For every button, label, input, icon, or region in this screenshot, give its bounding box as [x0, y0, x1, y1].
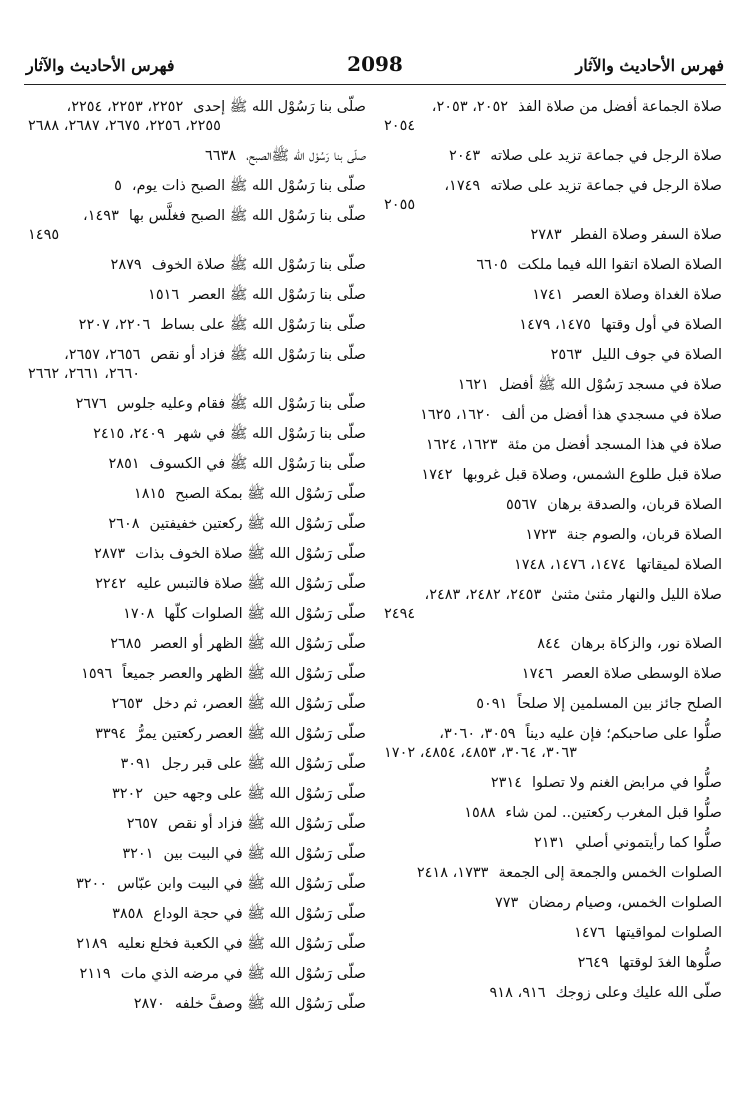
hadith-number: ٢٠٥٢، ٢٠٥٣،: [431, 99, 509, 115]
hadith-text: الصلاة لميقاتها: [636, 557, 722, 573]
hadith-text: صلاة الغداة وصلاة العصر: [573, 287, 722, 303]
hadith-number: ١٧٤٢: [421, 467, 453, 483]
index-entry: [384, 346, 722, 365]
hadith-number: ١٧٤٦: [521, 666, 553, 682]
index-entry: [384, 286, 722, 305]
hadith-number: ١٥٨٨: [464, 805, 496, 821]
hadith-number-continued: ٢٤٩٤: [384, 606, 416, 622]
hadith-number: ٣٢٠٢: [111, 786, 144, 802]
index-entry: [28, 455, 366, 474]
hadith-number: ١٤٧٤، ١٤٧٦، ١٧٤٨: [513, 557, 627, 573]
index-entry: [384, 864, 722, 883]
hadith-number: ٦٦٣٨: [204, 148, 237, 164]
hadith-text: صلّى بنا رَسُوْل الله ﷺ إحدى: [193, 99, 366, 115]
index-entry: [28, 256, 366, 275]
hadith-number: ١٧٢٣: [525, 527, 557, 543]
hadith-number: ٢٦٧٦: [75, 396, 107, 412]
index-entry: [28, 395, 366, 414]
index-entry: [28, 425, 366, 444]
hadith-number: ٢١١٩: [79, 966, 111, 982]
hadith-text: صلّى رَسُوْل الله ﷺ على وجهه حين: [153, 786, 366, 802]
index-entry: [384, 316, 722, 335]
hadith-text: الصلاة الصلاة اتقوا الله فيما ملكت: [517, 257, 722, 273]
hadith-text: الصلوات الخمس والجمعة إلى الجمعة: [498, 865, 722, 881]
index-entry: [28, 147, 366, 166]
hadith-number: ١٦٢١: [457, 377, 489, 393]
hadith-number: ١٧٤١: [532, 287, 564, 303]
index-entry: [384, 954, 722, 973]
index-column-left: [28, 98, 366, 1025]
hadith-text: صلاة قبل طلوع الشمس، وصلاة قبل غروبها: [462, 467, 722, 483]
hadith-number-continued: ٢٠٥٥: [384, 197, 416, 213]
hadith-text: صلاة في مسجد رَسُوْل الله ﷺ أفضل: [498, 377, 722, 393]
index-entry: [28, 177, 366, 196]
index-entry: [384, 924, 722, 943]
hadith-text: صلّى رَسُوْل الله ﷺ في حجة الوداع: [153, 906, 366, 922]
hadith-text: صلّى رَسُوْل الله ﷺ العصر، ثم دخل: [152, 696, 366, 712]
hadith-number: ٢٢٥٢، ٢٢٥٣، ٢٢٥٤،: [66, 99, 184, 115]
hadith-text: صلُّوا في مرابض الغنم ولا تصلوا: [532, 775, 722, 791]
hadith-number-continued: ٢٦٦٠، ٢٦٦١، ٢٦٦٢: [28, 366, 141, 382]
index-entry: [384, 177, 722, 215]
hadith-text: الصلوات الخمس، وصيام رمضان: [528, 895, 722, 911]
index-entry: [384, 98, 722, 136]
hadith-text: صلُّوا على صاحبكم؛ فإن عليه ديناً: [525, 726, 722, 742]
hadith-number: ٧٧٣: [494, 895, 519, 911]
running-title-right: فهرس الأحاديث والآثار: [575, 56, 724, 75]
hadith-text: صلاة الرجل في جماعة تزيد على صلاته: [490, 148, 722, 164]
hadith-number-continued: ٢٠٥٤: [384, 118, 416, 134]
hadith-text: صلّى رَسُوْل الله ﷺ في البيت وابن عبّاس: [117, 876, 366, 892]
hadith-text: صلّى رَسُوْل الله ﷺ بمكة الصبح: [175, 486, 366, 502]
hadith-text: صلّى رَسُوْل الله ﷺ في مرضه الذي مات: [120, 966, 366, 982]
index-entry: [384, 436, 722, 455]
page-number: 2098: [347, 52, 403, 76]
hadith-number: ١٧٤٩،: [444, 178, 481, 194]
hadith-number: ١٨١٥: [133, 486, 166, 502]
index-entry: [28, 346, 366, 384]
index-entry: [384, 466, 722, 485]
index-entry: [28, 725, 366, 744]
index-entry: [384, 804, 722, 823]
index-entry: [28, 286, 366, 305]
index-entry: [28, 785, 366, 804]
hadith-number: ٣٠٥٩، ٣٠٦٠،: [439, 726, 516, 742]
hadith-text: صلّى رَسُوْل الله ﷺ صلاة الخوف بذات: [135, 546, 366, 562]
hadith-text: صلُّوها الغدَ لوقتها: [618, 955, 722, 971]
index-entry: [28, 316, 366, 335]
hadith-number: ٢٢٠٦، ٢٢٠٧: [78, 317, 151, 333]
index-entry: [384, 556, 722, 575]
index-entry: [384, 376, 722, 395]
hadith-text: صلّى بنا رَسُوْل الله ﷺ في الكسوف: [149, 456, 366, 472]
hadith-number: ١٤٧٥، ١٤٧٩: [519, 317, 591, 333]
hadith-text: صلّى رَسُوْل الله ﷺ ركعتين خفيفتين: [149, 516, 366, 532]
hadith-text: صلّى بنا رَسُوْل الله ﷺ العصر: [189, 287, 366, 303]
hadith-number: ١٦٢٣، ١٦٢٤: [425, 437, 498, 453]
hadith-number: ٢٨٧٩: [110, 257, 142, 273]
index-entry: [28, 995, 366, 1014]
index-entry: [28, 207, 366, 245]
index-entry: [384, 256, 722, 275]
hadith-number: ٣٢٠١: [122, 846, 154, 862]
hadith-text: صلّى رَسُوْل الله ﷺ الظهر أو العصر: [151, 636, 366, 652]
hadith-text: صلّى رَسُوْل الله ﷺ فزاد أو نقص: [167, 816, 366, 832]
hadith-number: ٢٦٥٦، ٢٦٥٧،: [64, 347, 141, 363]
hadith-text: الصلاة قربان، والصوم جنة: [566, 527, 722, 543]
index-entry: [28, 515, 366, 534]
index-entry: [28, 545, 366, 564]
hadith-number: ٢٨٧٠: [133, 996, 165, 1012]
hadith-number: ٢٦٨٥: [110, 636, 142, 652]
index-entry: [28, 935, 366, 954]
hadith-text: صلّى بنا رَسُوْل الله ﷺالصبح،: [246, 148, 366, 164]
hadith-number: ٢٨٥١: [108, 456, 140, 472]
hadith-text: صلّى بنا رَسُوْل الله ﷺ الصبح فغلَّس بها: [128, 208, 366, 224]
index-entry: [28, 485, 366, 504]
hadith-text: صلّى رَسُوْل الله ﷺ في البيت بين: [163, 846, 366, 862]
hadith-text: الصلح جائز بين المسلمين إلا صلحاً: [517, 696, 722, 712]
hadith-text: صلاة الرجل في جماعة تزيد على صلاته: [490, 178, 722, 194]
hadith-number: ٢٥٦٣: [550, 347, 582, 363]
hadith-text: الصلاة نور، والزكاة برهان: [570, 636, 722, 652]
hadith-text: صلّى رَسُوْل الله ﷺ وصفَّ خلفه: [174, 996, 366, 1012]
index-entry: [384, 226, 722, 245]
hadith-text: صلّى بنا رَسُوْل الله ﷺ فقام وعليه جلوس: [116, 396, 366, 412]
hadith-number: ٢١٣١: [534, 835, 566, 851]
index-entry: [28, 755, 366, 774]
hadith-number: ٥٥٦٧: [505, 497, 538, 513]
index-entry: [384, 586, 722, 624]
hadith-number: ٦٦٠٥: [476, 257, 508, 273]
hadith-number: ٢١٨٩: [76, 936, 108, 952]
hadith-text: صلّى بنا رَسُوْل الله ﷺ الصبح ذات يوم،: [131, 178, 366, 194]
index-entry: [28, 635, 366, 654]
hadith-number: ١٥٩٦: [81, 666, 113, 682]
index-entry: [28, 905, 366, 924]
index-entry: [384, 774, 722, 793]
hadith-number: ٢٨٧٣: [94, 546, 126, 562]
hadith-number: ٣٠٩١: [120, 756, 152, 772]
hadith-number: ٢٦٤٩: [577, 955, 609, 971]
hadith-number: ٣٢٠٠: [75, 876, 108, 892]
hadith-text: صلُّوا قبل المغرب ركعتين.. لمن شاء: [505, 805, 722, 821]
hadith-number: ٢٣١٤: [490, 775, 523, 791]
running-title-left: فهرس الأحاديث والآثار: [26, 56, 175, 75]
hadith-number: ٢٦٥٧: [126, 816, 158, 832]
hadith-text: صلّى رَسُوْل الله ﷺ الظهر والعصر جميعاً: [122, 666, 366, 682]
page-header: [26, 52, 724, 82]
hadith-text: الصلاة قربان، والصدقة برهان: [547, 497, 722, 513]
hadith-number: ١٧٠٨: [123, 606, 155, 622]
hadith-text: صلاة الجماعة أفضل من صلاة الفذ: [518, 99, 722, 115]
hadith-number: ٢٤٠٩، ٢٤١٥: [93, 426, 165, 442]
hadith-text: الصلوات لمواقيتها: [615, 925, 722, 941]
hadith-number: ٢٦٠٨: [108, 516, 140, 532]
index-entry: [384, 665, 722, 684]
hadith-text: صلاة في هذا المسجد أفضل من مئة: [507, 437, 722, 453]
index-entry: [28, 845, 366, 864]
hadith-number: ٨٤٤: [537, 636, 561, 652]
hadith-number: ٣٣٩٤: [95, 726, 127, 742]
index-entry: [384, 984, 722, 1003]
hadith-text: صلّى بنا رَسُوْل الله ﷺ فزاد أو نقص: [150, 347, 366, 363]
hadith-number: ١٧٣٣، ٢٤١٨: [416, 865, 489, 881]
index-column-right: [384, 98, 722, 1014]
hadith-number-continued: ٢٢٥٥، ٢٢٥٦، ٢٦٧٥، ٢٦٨٧، ٢٦٨٨: [28, 118, 221, 134]
header-rule: [24, 84, 726, 85]
hadith-text: صلاة الوسطى صلاة العصر: [562, 666, 722, 682]
hadith-number-continued: ٣٠٦٣، ٣٠٦٤، ٤٨٥٣، ٤٨٥٤، ١٧٠٢: [384, 745, 577, 761]
hadith-number: ١٦٢٠، ١٦٢٥: [420, 407, 492, 423]
hadith-text: صلّى رَسُوْل الله ﷺ على قبر رجل: [161, 756, 366, 772]
hadith-number: ١٥١٦: [148, 287, 180, 303]
hadith-number: ٣٨٥٨: [112, 906, 144, 922]
index-entry: [28, 815, 366, 834]
index-entry: [28, 695, 366, 714]
hadith-number: ٢٠٤٣: [449, 148, 481, 164]
hadith-number: ١٤٩٣،: [83, 208, 119, 224]
index-entry: [384, 406, 722, 425]
hadith-number: ٢٧٨٣: [530, 227, 562, 243]
index-entry: [384, 695, 722, 714]
hadith-text: صلاة الليل والنهار مثنىٰ مثنىٰ: [551, 587, 722, 603]
index-entry: [384, 834, 722, 853]
hadith-text: صلّى رَسُوْل الله ﷺ الصلوات كلّها: [164, 606, 366, 622]
index-entry: [28, 665, 366, 684]
hadith-text: صلّى بنا رَسُوْل الله ﷺ صلاة الخوف: [151, 257, 366, 273]
index-entry: [384, 147, 722, 166]
hadith-text: صلّى بنا رَسُوْل الله ﷺ على بساط: [160, 317, 366, 333]
hadith-number: ٥: [114, 178, 122, 194]
index-entry: [384, 894, 722, 913]
hadith-text: صلّى رَسُوْل الله ﷺ العصر ركعتين يمرُّ: [136, 726, 366, 742]
index-entry: [28, 965, 366, 984]
index-entry: [28, 575, 366, 594]
hadith-number: ٥٠٩١: [476, 696, 508, 712]
hadith-number: ٢٤٥٣، ٢٤٨٢، ٢٤٨٣،: [424, 587, 542, 603]
index-entry: [28, 875, 366, 894]
hadith-text: صلُّوا كما رأيتموني أصلي: [575, 835, 722, 851]
hadith-text: صلّى رَسُوْل الله ﷺ صلاة فالتبس عليه: [136, 576, 366, 592]
index-entry: [28, 98, 366, 136]
hadith-number-continued: ١٤٩٥: [28, 227, 60, 243]
hadith-text: الصلاة في أول وقتها: [600, 317, 722, 333]
hadith-number: ١٤٧٦: [574, 925, 606, 941]
hadith-text: الصلاة في جوف الليل: [591, 347, 722, 363]
index-entry: [28, 605, 366, 624]
index-entry: [384, 526, 722, 545]
hadith-number: ٩١٦، ٩١٨: [489, 985, 546, 1001]
index-entry: [384, 635, 722, 654]
index-entry: [384, 725, 722, 763]
index-entry: [384, 496, 722, 515]
hadith-number: ٢٦٥٣: [111, 696, 143, 712]
hadith-number: ٢٢٤٢: [95, 576, 127, 592]
hadith-text: صلّى بنا رَسُوْل الله ﷺ في شهر: [174, 426, 366, 442]
hadith-text: صلاة في مسجدي هذا أفضل من ألف: [501, 407, 722, 423]
hadith-text: صلّى الله عليك وعلى زوجك: [555, 985, 722, 1001]
hadith-text: صلاة السفر وصلاة الفطر: [571, 227, 722, 243]
hadith-text: صلّى رَسُوْل الله ﷺ في الكعبة فخلع نعليه: [117, 936, 366, 952]
